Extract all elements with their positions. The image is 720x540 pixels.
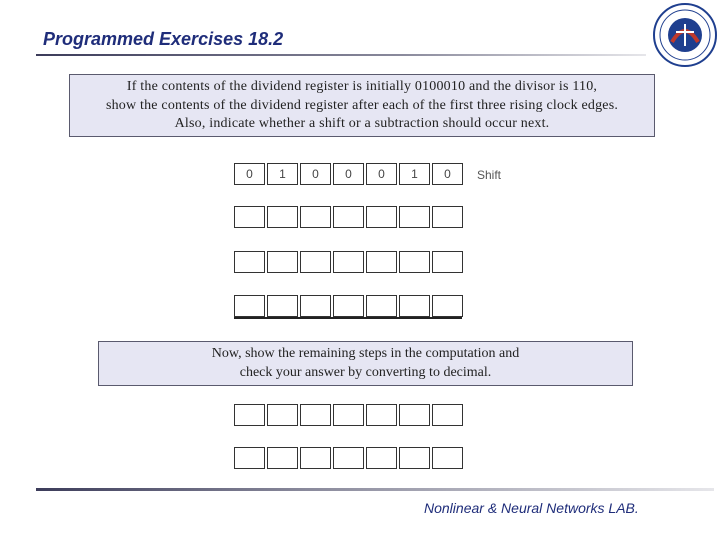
problem-line: Also, indicate whether a shift or a subtraction should occur next. (174, 116, 550, 131)
empty-bit-cell[interactable] (300, 206, 331, 228)
empty-bit-cell[interactable] (267, 206, 298, 228)
empty-bit-cell[interactable] (333, 206, 364, 228)
register-bit: 0 (366, 163, 397, 185)
empty-bit-cell[interactable] (399, 404, 430, 426)
empty-bit-cell[interactable] (300, 251, 331, 273)
empty-bit-cell[interactable] (366, 206, 397, 228)
answer-register-step-4 (234, 404, 465, 426)
problem-statement (69, 74, 655, 137)
empty-bit-cell[interactable] (366, 447, 397, 469)
answer-register-step-2 (234, 251, 465, 273)
answer-register-step-5 (234, 447, 465, 469)
empty-bit-cell[interactable] (333, 251, 364, 273)
problem-line: If the contents of the dividend register is initially 0100010 and the divisor is 110, (126, 79, 598, 94)
university-seal-logo (652, 2, 718, 68)
empty-bit-cell[interactable] (366, 404, 397, 426)
register-bit: 0 (300, 163, 331, 185)
empty-bit-cell[interactable] (267, 295, 298, 317)
register-bit: 0 (333, 163, 364, 185)
empty-bit-cell[interactable] (300, 404, 331, 426)
slide-title: Programmed Exercises 18.2 (43, 29, 284, 49)
empty-bit-cell[interactable] (333, 295, 364, 317)
empty-bit-cell[interactable] (234, 404, 265, 426)
empty-bit-cell[interactable] (333, 404, 364, 426)
empty-bit-cell[interactable] (333, 447, 364, 469)
empty-bit-cell[interactable] (234, 447, 265, 469)
empty-bit-cell[interactable] (432, 251, 463, 273)
register-bit: 0 (432, 163, 463, 185)
register-underline (234, 317, 462, 319)
title-divider (36, 54, 646, 56)
empty-bit-cell[interactable] (234, 295, 265, 317)
empty-bit-cell[interactable] (267, 251, 298, 273)
empty-bit-cell[interactable] (399, 251, 430, 273)
empty-bit-cell[interactable] (300, 447, 331, 469)
lab-name: Nonlinear & Neural Networks LAB. (424, 500, 639, 516)
next-action-label: Shift (477, 168, 502, 182)
answer-register-step-1 (234, 206, 465, 228)
empty-bit-cell[interactable] (300, 295, 331, 317)
empty-bit-cell[interactable] (432, 404, 463, 426)
followup-line: Now, show the remaining steps in the computation and (211, 346, 520, 361)
empty-bit-cell[interactable] (399, 206, 430, 228)
initial-dividend-register (234, 163, 465, 185)
register-bit: 1 (267, 163, 298, 185)
empty-bit-cell[interactable] (399, 447, 430, 469)
register-bit: 1 (399, 163, 430, 185)
followup-instructions (98, 341, 633, 386)
answer-register-step-3 (234, 295, 465, 317)
empty-bit-cell[interactable] (432, 295, 463, 317)
footer-divider (36, 488, 714, 491)
empty-bit-cell[interactable] (234, 251, 265, 273)
empty-bit-cell[interactable] (366, 295, 397, 317)
empty-bit-cell[interactable] (366, 251, 397, 273)
empty-bit-cell[interactable] (267, 447, 298, 469)
empty-bit-cell[interactable] (399, 295, 430, 317)
register-bit: 0 (234, 163, 265, 185)
empty-bit-cell[interactable] (432, 206, 463, 228)
empty-bit-cell[interactable] (234, 206, 265, 228)
problem-line: show the contents of the dividend register after each of the first three rising clock edges. (105, 97, 619, 113)
empty-bit-cell[interactable] (267, 404, 298, 426)
followup-line: check your answer by converting to decimal. (239, 364, 492, 380)
empty-bit-cell[interactable] (432, 447, 463, 469)
